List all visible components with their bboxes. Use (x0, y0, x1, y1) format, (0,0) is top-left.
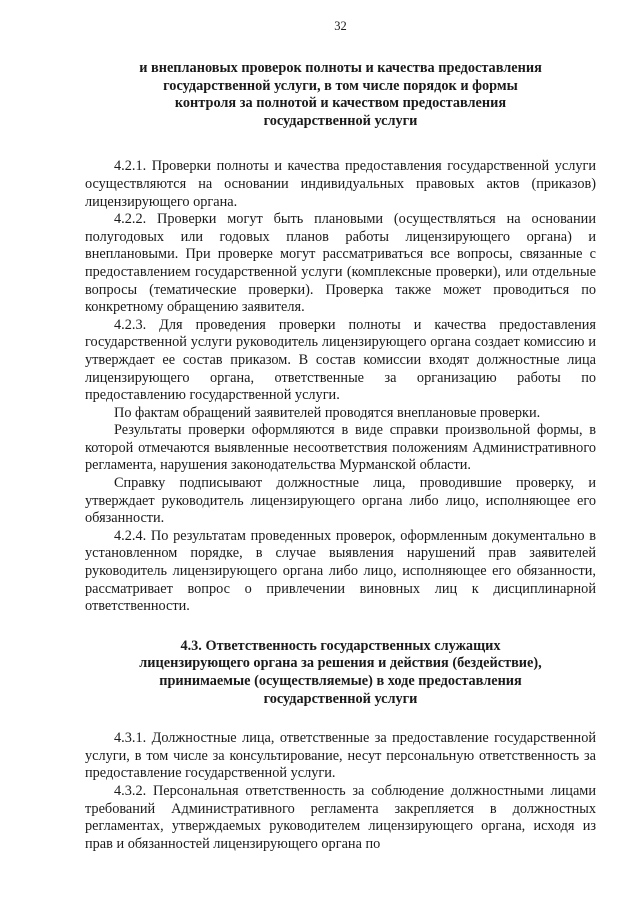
section-4-2-body (85, 158, 596, 615)
heading-line: 4.3. Ответственность государственных служащих (180, 637, 501, 654)
section-heading-4-2-continued (85, 60, 596, 130)
page-number: 32 (334, 19, 347, 33)
heading-line: принимаемые (осуществляемые) в ходе предоставления (159, 673, 522, 689)
paragraph-4-2-4: 4.2.4. По результатам проведенных проверок, оформленным документально в установленном порядке, в случае выявления нарушений прав заявителей руководитель лицензирующего органа либо лицо, исполняющее его обязанности, рассматривает вопрос о привлечении виновных лиц к дисциплинарной ответственности. (85, 527, 596, 615)
heading-line: государственной услуги (263, 690, 418, 707)
paragraph-certificate-signing: Справку подписывают должностные лица, проводившие проверку, и утверждает руководитель лицензирующего органа либо лицо, исполняющее его обязанности. (85, 475, 596, 527)
paragraph-4-2-2: 4.2.2. Проверки могут быть плановыми (осуществляться на основании полугодовых или годовых планов работы лицензирующего органа) и внеплановыми. При проверке могут рассматриваться все вопросы, связанные с предоставлением государственной услуги (комплексные проверки), или отдельные вопросы (тематические проверки). Проверка также может проводиться по конкретному обращению заявителя. (85, 211, 596, 316)
section-4-3-body (85, 730, 596, 853)
paragraph-unscheduled-checks: По фактам обращений заявителей проводятся внеплановые проверки. (114, 404, 541, 421)
heading-line: государственной услуги (263, 112, 418, 129)
paragraph-4-2-3: 4.2.3. Для проведения проверки полноты и качества предоставления государственной услуги руководитель лицензирующего органа создает комиссию и утверждает ее состав приказом. В состав комиссии входят должностные лица лицензирующего органа, ответственные за организацию работы по предоставлению государственной услуги. (85, 316, 596, 404)
heading-line: и внеплановых проверок полноты и качества предоставления (139, 60, 542, 76)
paragraph-4-3-2: 4.3.2. Персональная ответственность за соблюдение должностными лицами требований Административного регламента закрепляется в должностных регламентах, утверждаемых руководителем лицензирующего органа, исходя из прав и обязанностей лицензирующего органа по (85, 782, 596, 852)
heading-line: лицензирующего органа за решения и действия (бездействие), (139, 655, 542, 672)
paragraph-check-results: Результаты проверки оформляются в виде справки произвольной формы, в которой отмечаются выявленные несоответствия положениям Административного регламента, нарушения законодательства Мурманской области. (85, 422, 596, 474)
section-heading-4-3 (85, 638, 596, 708)
heading-line: контроля за полнотой и качеством предоставления (174, 95, 507, 112)
paragraph-4-3-1: 4.3.1. Должностные лица, ответственные за предоставление государственной услуги, в том числе за консультирование, несут персональную ответственность за предоставление государственной услуги. (85, 730, 596, 782)
paragraph-4-2-1: 4.2.1. Проверки полноты и качества предоставления государственной услуги осуществляются на основании индивидуальных правовых актов (приказов) лицензирующего органа. (85, 158, 596, 210)
heading-line: государственной услуги, в том числе порядок и формы (163, 77, 518, 94)
document-page (85, 18, 596, 853)
